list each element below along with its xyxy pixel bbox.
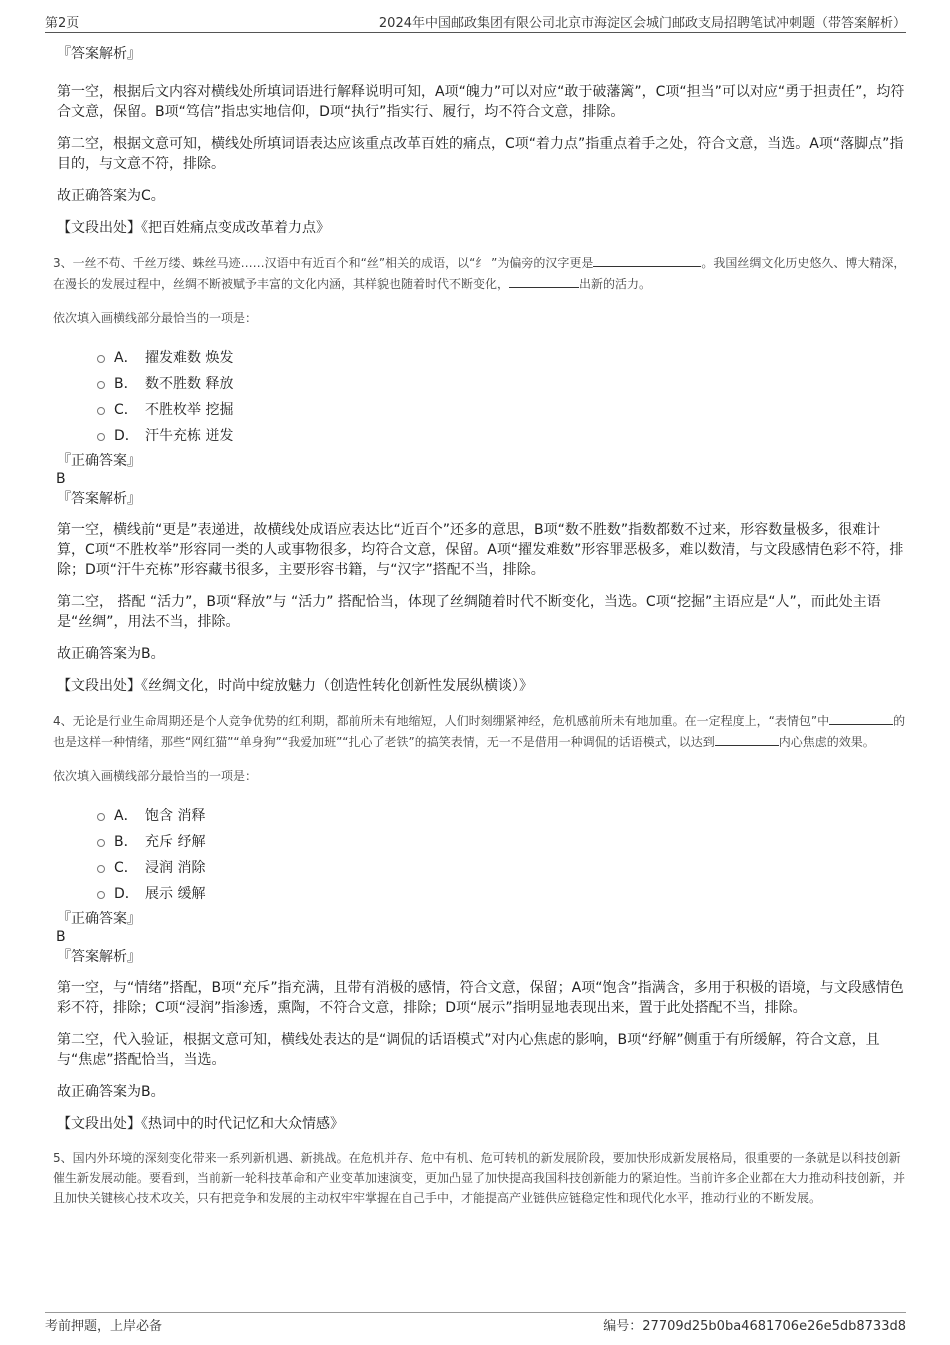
radio-icon[interactable] bbox=[97, 433, 105, 441]
option-letter: C． bbox=[114, 860, 138, 876]
q2-analysis-para-1: 第一空，根据后文内容对横线处所填词语进行解释说明可知，A项“魄力”可以对应“敢于破藩篱”，C项“担当”可以对应“勇于担责任”，均符合文意，保留。B项“笃信”指忠实地信仰，D项“执行”指实行、履行，均不符合文意，排除。 bbox=[57, 84, 905, 120]
q4-source: 【文段出处】《热词中的时代记忆和大众情感》 bbox=[57, 1116, 344, 1132]
document-title: 2024年中国邮政集团有限公司北京市海淀区会城门邮政支局招聘笔试冲刺题（带答案解析） bbox=[378, 16, 906, 31]
q4-text-part-2: 的也是这样一种情绪，那些“网红猫”“单身狗”“我爱加班”“扎心了老铁”的搞笑表情，无一不是借用一种调侃的话语模式，以达到 bbox=[53, 714, 906, 749]
option-letter: D． bbox=[114, 886, 139, 902]
page-content bbox=[53, 44, 906, 1208]
q2-analysis-label: 『答案解析』 bbox=[57, 46, 141, 62]
q3-option-d[interactable] bbox=[97, 422, 906, 448]
option-letter: A． bbox=[114, 350, 138, 366]
q3-text-part-2: 。我国丝绸文化历史悠久、博大精深，在漫长的发展过程中，丝绸不断被赋予丰富的文化内涵，其样貌也随着时代不断变化， bbox=[53, 256, 906, 291]
option-letter: B． bbox=[114, 834, 138, 850]
q4-analysis-label: 『答案解析』 bbox=[57, 949, 141, 965]
q4-text-part-3: 内心焦虑的效果。 bbox=[778, 735, 875, 749]
q3-option-b[interactable] bbox=[97, 370, 906, 396]
option-text: 数不胜数 释放 bbox=[145, 376, 234, 392]
q3-analysis-label: 『答案解析』 bbox=[57, 491, 141, 507]
q3-prompt: 依次填入画横线部分最恰当的一项是： bbox=[53, 311, 258, 325]
q3-analysis-para-1: 第一空，横线前“更是”表递进，故横线处成语应表达比“近百个”还多的意思，B项“数不胜数”指数都数不过来，形容数量极多，很难计算，C项“不胜枚举”形容同一类的人或事物很多，均符合文意，保留。A项“擢发难数”形容罪恶极多，难以数清，与文段感情色彩不符，排除；D项“汗牛充栋”形容藏书很多，主要形容书籍，与“汉字”搭配不当，排除。 bbox=[57, 522, 904, 578]
radio-icon[interactable] bbox=[97, 865, 105, 873]
option-letter: D． bbox=[114, 428, 139, 444]
q3-blank-1 bbox=[593, 252, 701, 267]
radio-icon[interactable] bbox=[97, 407, 105, 415]
q2-analysis-para-2: 第二空，根据文意可知，横线处所填词语表达应该重点改革百姓的痛点，C项“着力点”指重点着手之处，符合文意，当选。A项“落脚点”指目的，与文意不符，排除。 bbox=[57, 136, 904, 172]
radio-icon[interactable] bbox=[97, 381, 105, 389]
option-letter: C． bbox=[114, 402, 138, 418]
document-id: 编号：27709d25b0ba4681706e26e5db8733d8 bbox=[603, 1319, 906, 1334]
q4-conclusion: 故正确答案为B。 bbox=[57, 1084, 165, 1100]
q4-option-a[interactable] bbox=[97, 802, 906, 828]
q3-correct-answer: B bbox=[56, 471, 66, 487]
q5-question-text: 5、国内外环境的深刻变化带来一系列新机遇、新挑战。在危机并存、危中有机、危可转机的新发展阶段，要加快形成新发展格局，很重要的一条就是以科技创新催生新发展动能。要看到，当前新一轮科技革命和产业变革加速演变，更加凸显了加快提高我国科技创新能力的紧迫性。当前许多企业都在大力推动科技创新，并且加快关键核心技术攻关，只有把竞争和发展的主动权牢牢掌握在自己手中，才能提高产业链供应链稳定性和现代化水平，推动行业的不断发展。 bbox=[53, 1151, 906, 1205]
radio-icon[interactable] bbox=[97, 355, 105, 363]
q4-options bbox=[97, 802, 906, 906]
q3-correct-label: 『正确答案』 bbox=[57, 453, 141, 469]
page-number: 第2页 bbox=[45, 16, 80, 31]
option-text: 充斥 纾解 bbox=[145, 834, 206, 850]
q3-options bbox=[97, 344, 906, 448]
page-header bbox=[45, 12, 906, 33]
q3-text-part-3: 出新的活力。 bbox=[579, 277, 652, 291]
q4-prompt: 依次填入画横线部分最恰当的一项是： bbox=[53, 769, 258, 783]
q4-option-c[interactable] bbox=[97, 854, 906, 880]
option-letter: B． bbox=[114, 376, 138, 392]
q3-question-text bbox=[53, 252, 906, 294]
q3-analysis-para-2: 第二空， 搭配 “活力”，B项“释放”与 “活力” 搭配恰当，体现了丝绸随着时代不断变化，当选。C项“挖掘”主语应是“人”，而此处主语是“丝绸”，用法不当，排除。 bbox=[57, 594, 881, 630]
option-text: 汗牛充栋 迸发 bbox=[145, 428, 234, 444]
q4-text-part-1: 4、无论是行业生命周期还是个人竞争优势的红利期，都前所未有地缩短，人们时刻绷紧神经，危机感前所未有地加重。在一定程度上，“表情包”中 bbox=[53, 714, 830, 728]
q4-question-text bbox=[53, 710, 906, 752]
q4-option-b[interactable] bbox=[97, 828, 906, 854]
q4-analysis-para-1: 第一空，与“情绪”搭配，B项“充斥”指充满，且带有消极的感情，符合文意，保留；A项“饱含”指满含，多用于积极的语境，与文段感情色彩不符，排除；C项“浸润”指渗透，熏陶，不符合文意，排除；D项“展示”指明显地表现出来，置于此处搭配不当，排除。 bbox=[57, 980, 904, 1016]
radio-icon[interactable] bbox=[97, 813, 105, 821]
q4-blank-2 bbox=[715, 731, 779, 746]
q4-correct-answer: B bbox=[56, 929, 66, 945]
option-text: 饱含 消释 bbox=[145, 808, 206, 824]
option-letter: A． bbox=[114, 808, 138, 824]
page-footer bbox=[45, 1312, 906, 1335]
radio-icon[interactable] bbox=[97, 891, 105, 899]
option-text: 不胜枚举 挖掘 bbox=[145, 402, 234, 418]
q2-source: 【文段出处】《把百姓痛点变成改革着力点》 bbox=[57, 220, 330, 236]
option-text: 浸润 消除 bbox=[145, 860, 206, 876]
q3-blank-2 bbox=[509, 273, 579, 288]
q3-option-c[interactable] bbox=[97, 396, 906, 422]
q2-conclusion: 故正确答案为C。 bbox=[57, 188, 165, 204]
radio-icon[interactable] bbox=[97, 839, 105, 847]
q4-analysis-para-2: 第二空，代入验证，根据文意可知，横线处表达的是“调侃的话语模式”对内心焦虑的影响，B项“纾解”侧重于有所缓解，符合文意，且与“焦虑”搭配恰当，当选。 bbox=[57, 1032, 880, 1068]
q4-correct-label: 『正确答案』 bbox=[57, 911, 141, 927]
footer-slogan: 考前押题，上岸必备 bbox=[45, 1319, 163, 1334]
option-text: 擢发难数 焕发 bbox=[145, 350, 234, 366]
q4-option-d[interactable] bbox=[97, 880, 906, 906]
q3-conclusion: 故正确答案为B。 bbox=[57, 646, 165, 662]
option-text: 展示 缓解 bbox=[145, 886, 206, 902]
q3-text-part-1: 3、一丝不苟、千丝万缕、蛛丝马迹……汉语中有近百个和“丝”相关的成语，以“纟 ”为偏旁的汉字更是 bbox=[53, 256, 594, 270]
q4-blank-1 bbox=[829, 710, 893, 725]
q3-option-a[interactable] bbox=[97, 344, 906, 370]
q3-source: 【文段出处】《丝绸文化，时尚中绽放魅力（创造性转化创新性发展纵横谈）》 bbox=[57, 678, 533, 694]
